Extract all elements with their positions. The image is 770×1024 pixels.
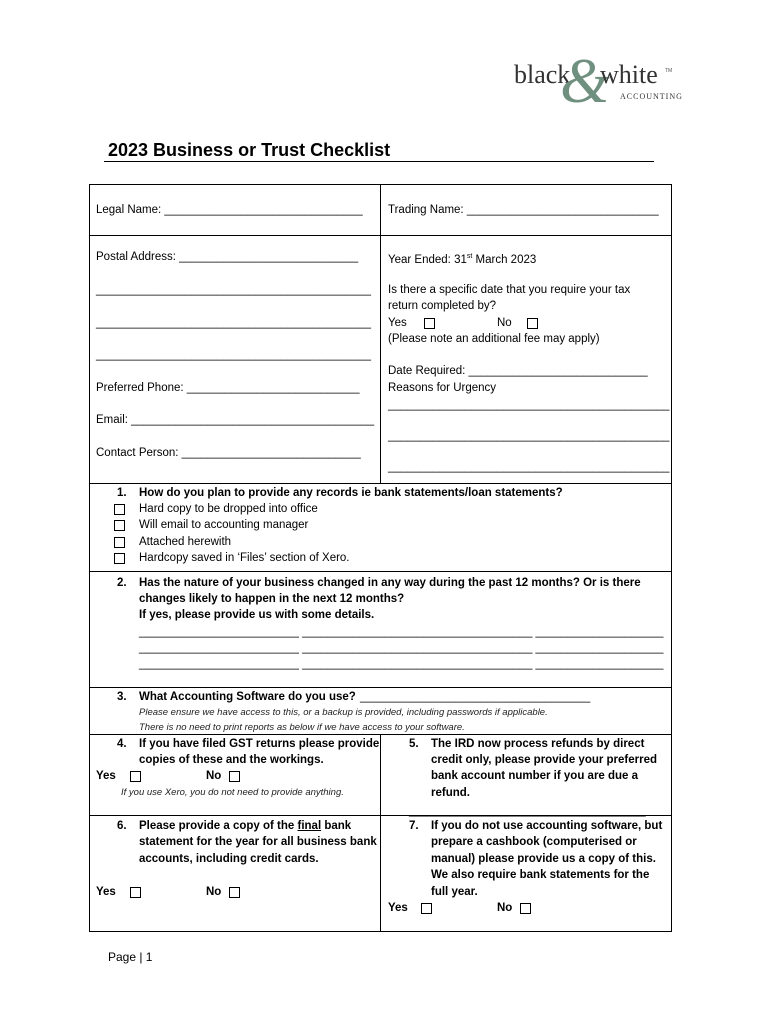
q7-no-checkbox[interactable] <box>520 903 531 914</box>
reason-line-3[interactable]: ____________________________________________ <box>388 461 670 473</box>
q5-bank-account-field[interactable]: _____________________________________ <box>409 805 646 817</box>
details-divider <box>380 184 381 484</box>
legal-name-field[interactable]: Legal Name: _______________________________ <box>96 204 363 216</box>
q6-number: 6. <box>117 820 127 832</box>
specific-date-no-checkbox[interactable] <box>527 318 538 329</box>
q1-option-2-checkbox[interactable] <box>114 520 125 531</box>
q4-no-checkbox[interactable] <box>229 771 240 782</box>
page-title: 2023 Business or Trust Checklist <box>108 140 391 160</box>
q3-number: 3. <box>117 691 127 703</box>
q7-yes-checkbox[interactable] <box>421 903 432 914</box>
q6-line-1-text: Please provide a copy of the <box>139 820 298 832</box>
logo-ampersand: & <box>560 45 610 116</box>
q5-line-3: bank account number if you are due a <box>431 770 639 782</box>
q3-question: What Accounting Software do you use? <box>139 691 356 703</box>
logo <box>508 45 688 122</box>
q1-option-4: Hardcopy saved in ‘Files’ section of Xero. <box>139 552 350 564</box>
year-ended-superscript: st <box>466 253 473 260</box>
q1-option-2: Will email to accounting manager <box>139 519 309 531</box>
q2-number: 2. <box>117 577 127 589</box>
logo-word-black: black <box>514 60 571 89</box>
q6-yes-label: Yes <box>96 886 116 898</box>
contact-person-field[interactable]: Contact Person: ____________________________ <box>96 447 361 459</box>
q3-software-field[interactable]: ____________________________________ <box>360 691 591 703</box>
q7-number: 7. <box>409 820 419 832</box>
q4-number: 4. <box>117 738 127 750</box>
q3-note-1: Please ensure we have access to this, or a backup is provided, including passwords if applicable. <box>139 707 548 718</box>
q5-line-1: The IRD now process refunds by direct <box>431 738 645 750</box>
reason-line-2[interactable]: ____________________________________________ <box>388 430 670 442</box>
q2-line-2: changes likely to happen in the next 12 months? <box>139 593 405 605</box>
q1-option-3-checkbox[interactable] <box>114 537 125 548</box>
q4-note: If you use Xero, you do not need to provide anything. <box>121 787 344 798</box>
preferred-phone-field[interactable]: Preferred Phone: ___________________________ <box>96 382 360 394</box>
q6-line-3: accounts, including credit cards. <box>139 853 319 865</box>
q6-line-1-end: bank <box>321 820 352 832</box>
q7-line-4: We also require bank statements for the <box>431 869 650 881</box>
q5-line-4: refund. <box>431 787 470 799</box>
q7-line-3: manual) please provide us a copy of this. <box>431 853 656 865</box>
q4-line-2: copies of these and the workings. <box>139 754 324 766</box>
q4-yes-checkbox[interactable] <box>130 771 141 782</box>
q6-yes-checkbox[interactable] <box>130 887 141 898</box>
q7-no-label: No <box>497 902 513 914</box>
fee-note: (Please note an additional fee may apply) <box>388 333 600 345</box>
q4-line-1: If you have filed GST returns please provide <box>139 738 380 750</box>
year-ended-month: March 2023 <box>472 253 537 266</box>
q4-yes-label: Yes <box>96 770 116 782</box>
logo-tm: TM <box>665 68 673 74</box>
q5-number: 5. <box>409 738 419 750</box>
q1-option-1-checkbox[interactable] <box>114 504 125 515</box>
q2-line-3: If yes, please provide us with some details. <box>139 609 375 621</box>
q4-no-label: No <box>206 770 222 782</box>
title-underline <box>104 161 654 162</box>
q1-option-4-checkbox[interactable] <box>114 553 125 564</box>
q1-number: 1. <box>117 487 127 499</box>
reasons-for-urgency-label: Reasons for Urgency <box>388 382 497 394</box>
q1-option-3: Attached herewith <box>139 536 232 548</box>
q1-question: How do you plan to provide any records ie bank statements/loan statements? <box>139 487 563 499</box>
date-required-field[interactable]: Date Required: ____________________________ <box>388 365 648 377</box>
q2-detail-line-2[interactable]: _________________________ ____________________________________ ____________________ <box>139 642 664 654</box>
address-line-4[interactable]: ___________________________________________ <box>96 349 372 361</box>
q5-line-2: credit only, please provide your preferred <box>431 754 658 766</box>
specific-date-no-label: No <box>497 317 512 329</box>
q7-yes-label: Yes <box>388 902 408 914</box>
specific-date-yes-label: Yes <box>388 317 407 329</box>
reason-line-1[interactable]: ____________________________________________ <box>388 399 670 411</box>
q2-detail-line-3[interactable]: _________________________ ____________________________________ ____________________ <box>139 658 664 670</box>
address-line-2[interactable]: ___________________________________________ <box>96 284 372 296</box>
q2-detail-line-1[interactable]: _________________________ ____________________________________ ____________________ <box>139 626 664 638</box>
trading-name-field[interactable]: Trading Name: ______________________________ <box>388 204 659 216</box>
q6-final-word: final <box>297 820 322 832</box>
q1-option-1: Hard copy to be dropped into office <box>139 503 318 515</box>
q2-line-1: Has the nature of your business changed in any way during the past 12 months? Or is there <box>139 577 641 589</box>
q7-line-2: prepare a cashbook (computerised or <box>431 836 637 848</box>
page-number: Page | 1 <box>108 950 153 964</box>
logo-word-white: white <box>600 60 658 89</box>
postal-address-field[interactable]: Postal Address: ____________________________ <box>96 251 359 263</box>
specific-date-question-2: return completed by? <box>388 300 497 312</box>
q6-q7-divider <box>380 815 381 932</box>
q7-line-1: If you do not use accounting software, but <box>431 820 663 832</box>
q6-no-label: No <box>206 886 222 898</box>
year-ended-label: Year Ended: 31 <box>388 253 467 266</box>
row-divider <box>89 235 672 236</box>
email-field[interactable]: Email: ______________________________________ <box>96 414 375 426</box>
q7-line-5: full year. <box>431 886 478 898</box>
q4-q5-divider <box>380 734 381 816</box>
q3-note-2: There is no need to print reports as below if we have access to your software. <box>139 722 465 733</box>
specific-date-question-1: Is there a specific date that you require your tax <box>388 284 631 296</box>
q6-line-2: statement for the year for all business bank <box>139 836 377 848</box>
logo-subtitle: ACCOUNTING <box>620 92 683 101</box>
year-ended <box>388 249 536 268</box>
address-line-3[interactable]: ___________________________________________ <box>96 317 372 329</box>
q6-line-1 <box>139 818 351 834</box>
q6-no-checkbox[interactable] <box>229 887 240 898</box>
specific-date-yes-checkbox[interactable] <box>424 318 435 329</box>
